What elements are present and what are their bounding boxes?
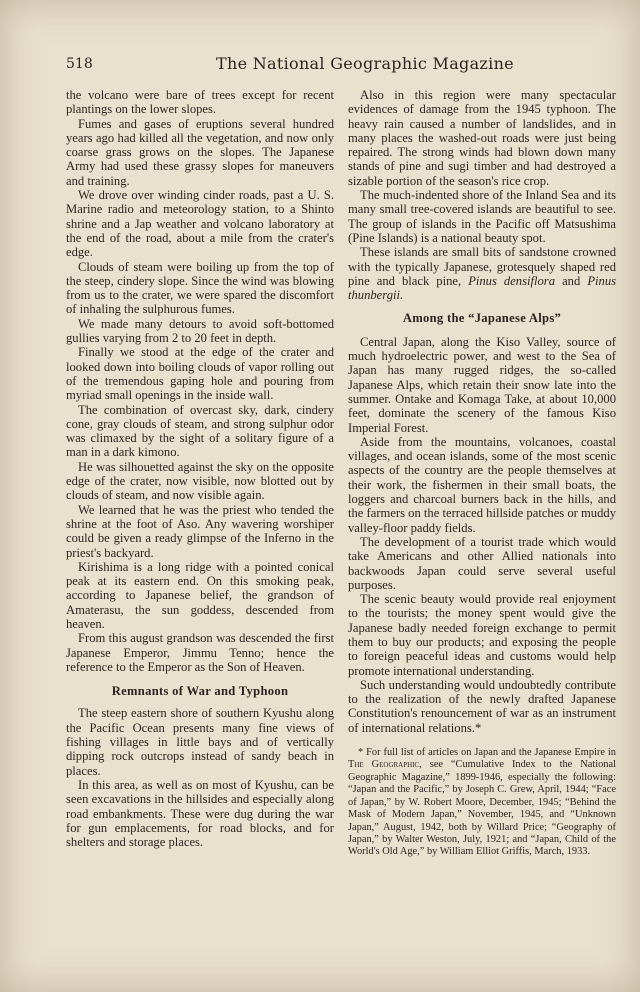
paragraph: Kirishima is a long ridge with a pointed conical peak at its eastern end. On this smoking peak, according to Japanese belief, the grandson of Amaterasu, the sun goddess, descended from heaven.	[66, 559, 334, 631]
right-column	[348, 88, 616, 859]
paragraph: From this august grandson was descended the first Japanese Emperor, Jimmu Tenno; hence the reference to the Emperor as the Son of Heaven.	[66, 631, 334, 674]
paragraph: Fumes and gases of eruptions several hundred years ago had killed all the vegetation, and now only coarse grass grows on the slopes. The Japanese Army had used these grassy slopes for maneuvers and training.	[66, 116, 334, 188]
species-name: Pinus thunbergii.	[348, 273, 617, 303]
section-heading: Remnants of War and Typhoon	[111, 684, 289, 699]
paragraph: We learned that he was the priest who tended the shrine at the foot of Aso. Any wavering worshiper could be given a ready glimpse of the Inferno in the priest's backyard.	[66, 502, 334, 560]
paragraph: the volcano were bare of trees except for recent plantings on the lower slopes.	[66, 88, 334, 117]
paragraph: Central Japan, along the Kiso Valley, source of much hydroelectric power, and west to the Sea of Japan has many rugged ridges, the so-called Japanese Alps, which retain their snow late into the summer. Ontake and Komaga Take, at about 10,000 feet, dominate the scenery of the famous Kiso Imperial Forest.	[348, 334, 616, 435]
magazine-name: The Geographic,	[348, 759, 422, 771]
footnote-text	[348, 747, 616, 859]
paragraph-islands	[348, 245, 616, 302]
footnote-rest: see “Cumulative Index to the National Geographic Magazine,” 1899-1946, especially the following: “Japan and the Pacific,” by Joseph C. Grew, April, 1944; “Face of Japan,” by W. Robert Moore, December, 1945; “Behind the Mask of Modern Japan,” November, 1945, and “Unknown Japan,” August, 1942, both by Willard Price; “Geography of Japan,” by Walter Weston, July, 1921; and “Japan, Child of the World's Old Age,” by William Elliot Griffis, March, 1933.	[348, 759, 616, 858]
left-column	[66, 88, 334, 849]
paragraph: We drove over winding cinder roads, past a U. S. Marine radio and meteorology station, to a Shinto shrine and a Jap weather and volcano laboratory at the end of the road, about a mile from the crater's edge.	[66, 188, 334, 260]
paragraph: Also in this region were many spectacular evidences of damage from the 1945 typhoon. The heavy rain caused a number of landslides, and in many places the washed-out roads were just being repaired. The strong winds had blown down many stands of pine and sugi timber and had destroyed a sizable portion of the season's rice crop.	[348, 88, 616, 188]
paragraph: Aside from the mountains, volcanoes, coastal villages, and ocean islands, some of the most scenic aspects of the country are the people themselves at their work, the fishermen in their small boats, the loggers and charcoal burners back in the hills, and the farmers on the terraced hillside patches or muddy valley-floor paddy fields.	[348, 434, 616, 535]
paragraph: The combination of overcast sky, dark, cindery cone, gray clouds of steam, and strong sulphur odor was climaxed by the sight of a solitary figure of a man in a dark kimono.	[66, 402, 334, 460]
paragraph: Finally we stood at the edge of the crater and looked down into boiling clouds of vapor rolling out of the tremendous gaping hole and pouring from myriad small openings in the inside wall.	[66, 345, 334, 403]
paragraph: Such understanding would undoubtedly contribute to the realization of the newly drafted Japanese Constitution's renouncement of war as an instrument of international relations.*	[348, 677, 616, 735]
conjunction: and	[562, 273, 581, 288]
footnote	[348, 747, 616, 859]
paragraph: He was silhouetted against the sky on the opposite edge of the crater, now visible, now blotted out by clouds of steam, and now visible again.	[66, 459, 334, 503]
page-header	[66, 54, 576, 78]
species-name: Pinus densiflora	[468, 273, 556, 288]
page-number: 518	[66, 56, 93, 72]
paragraph: The scenic beauty would provide real enjoyment to the tourists; the money spent would give the Japanese badly needed foreign exchange to permit them to buy our products; and exposing the people to foreign peaceful ideas and customs would help promote international understanding.	[348, 592, 616, 678]
paragraph: The steep eastern shore of southern Kyushu along the Pacific Ocean presents many fine views of fishing villages in little bays and of vertically dipping rock outcrops instead of sandy beach in places.	[66, 706, 334, 778]
footnote-lead: * For full list of articles on Japan and the Japanese Empire in	[358, 747, 616, 759]
paragraph: In this area, as well as on most of Kyushu, can be seen excavations in the hillsides and especially along road embankments. These were dug during the war for gun emplacements, for road blocks, and for shelters and storage places.	[66, 777, 334, 850]
paragraph: We made many detours to avoid soft-bottomed gullies varying from 2 to 20 feet in depth.	[66, 316, 334, 346]
section-heading: Among the “Japanese Alps”	[402, 311, 562, 326]
islands-text: These islands are small bits of sandstone crowned with the typically Japanese, grotesquely shaped red pine and black pine,	[348, 245, 616, 288]
paragraph: The much-indented shore of the Inland Sea and its many small tree-covered islands are beautiful to see. The group of islands in the Pacific off Matsushima (Pine Islands) is a national beauty spot.	[348, 188, 616, 245]
paragraph: The development of a tourist trade which would take Americans and other Allied nationals into backwoods Japan could serve several useful purposes.	[348, 534, 616, 592]
running-title: The National Geographic Magazine	[216, 54, 514, 73]
paragraph: Clouds of steam were boiling up from the top of the steep, cindery slope. Since the wind was blowing from us to the crater, we were spared the discomfort of inhaling the sulphurous fumes.	[66, 259, 334, 317]
